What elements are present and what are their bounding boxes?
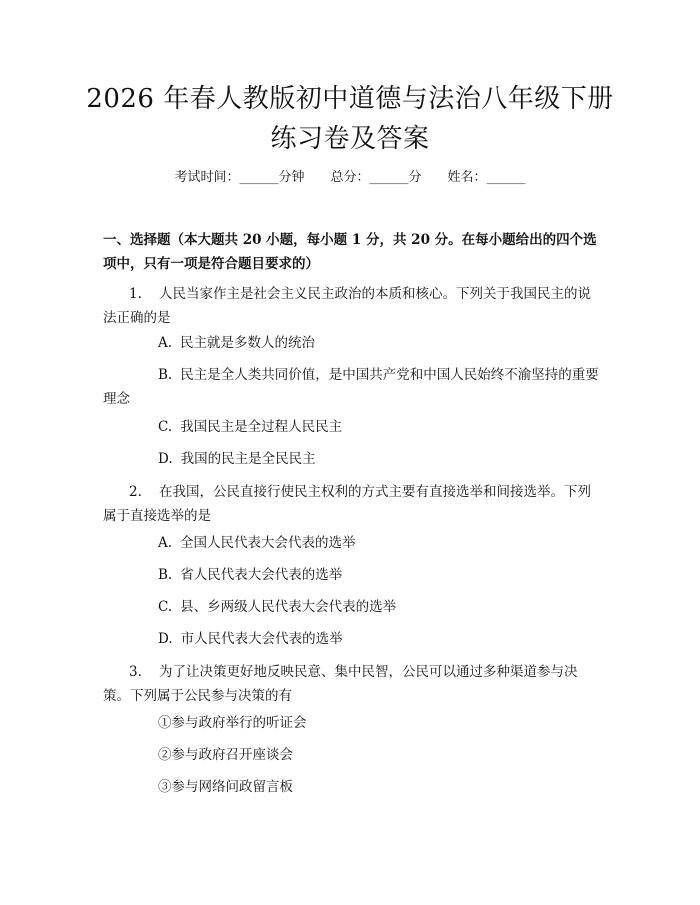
exam-info-line: [0, 168, 700, 188]
option-letter: C.: [158, 599, 173, 615]
option-letter: A.: [158, 535, 173, 551]
page-title-line1: 2026 年春人教版初中道德与法治八年级下册: [86, 84, 614, 114]
question-1: [103, 282, 603, 330]
option-letter: A.: [158, 335, 173, 351]
section-heading: 一、选择题（本大题共 20 小题，每小题 1 分，共 20 分。在每小题给出的四个选项中，只有一项是符合题目要求的）: [103, 232, 597, 272]
question-3: [103, 660, 603, 708]
option-letter: D.: [158, 631, 173, 647]
question-number: 2.: [129, 484, 142, 500]
statement-2: ②参与政府召开座谈会: [158, 747, 293, 763]
question-text: 在我国，公民直接行使民主权利的方式主要有直接选举和间接选举。下列属于直接选举的是: [103, 484, 591, 524]
option-1b: [103, 363, 603, 411]
option-text: 市人民代表大会代表的选举: [180, 631, 343, 647]
statement-3: ③参与网络问政留言板: [158, 779, 293, 795]
option-text: 我国的民主是全民民主: [180, 451, 316, 467]
option-text: 全国人民代表大会代表的选举: [180, 535, 356, 551]
option-letter: C.: [158, 419, 173, 435]
option-letter: B.: [158, 367, 173, 383]
option-text: 我国民主是全过程人民民主: [180, 419, 343, 435]
option-text: 省人民代表大会代表的选举: [180, 567, 343, 583]
page-title-line2: 练习卷及答案: [270, 124, 430, 154]
student-name-field: 姓名：______: [447, 170, 526, 185]
question-text: 人民当家作主是社会主义民主政治的本质和核心。下列关于我国民主的说法正确的是: [103, 286, 591, 326]
option-text: 县、乡两级人民代表大会代表的选举: [180, 599, 397, 615]
option-letter: D.: [158, 451, 173, 467]
question-number: 3.: [129, 664, 142, 680]
option-letter: B.: [158, 567, 173, 583]
option-2b: [158, 563, 603, 587]
option-1d: [158, 447, 603, 471]
option-2c: [158, 595, 603, 619]
total-score-field: 总分：______分: [330, 170, 422, 185]
question-text: 为了让决策更好地反映民意、集中民智，公民可以通过多种渠道参与决策。下列属于公民参与决策的有: [103, 664, 578, 704]
option-text: 民主是全人类共同价值，是中国共产党和中国人民始终不渝坚持的重要理念: [103, 367, 599, 407]
option-1a: [158, 331, 603, 355]
option-text: 民主就是多数人的统治: [180, 335, 316, 351]
question-number: 1.: [129, 286, 142, 302]
exam-time-field: 考试时间：______分钟: [174, 170, 305, 185]
statement-1: ①参与政府举行的听证会: [158, 715, 307, 731]
option-2a: [158, 531, 603, 555]
option-2d: [158, 627, 603, 651]
question-2: [103, 480, 603, 528]
option-1c: [158, 415, 603, 439]
